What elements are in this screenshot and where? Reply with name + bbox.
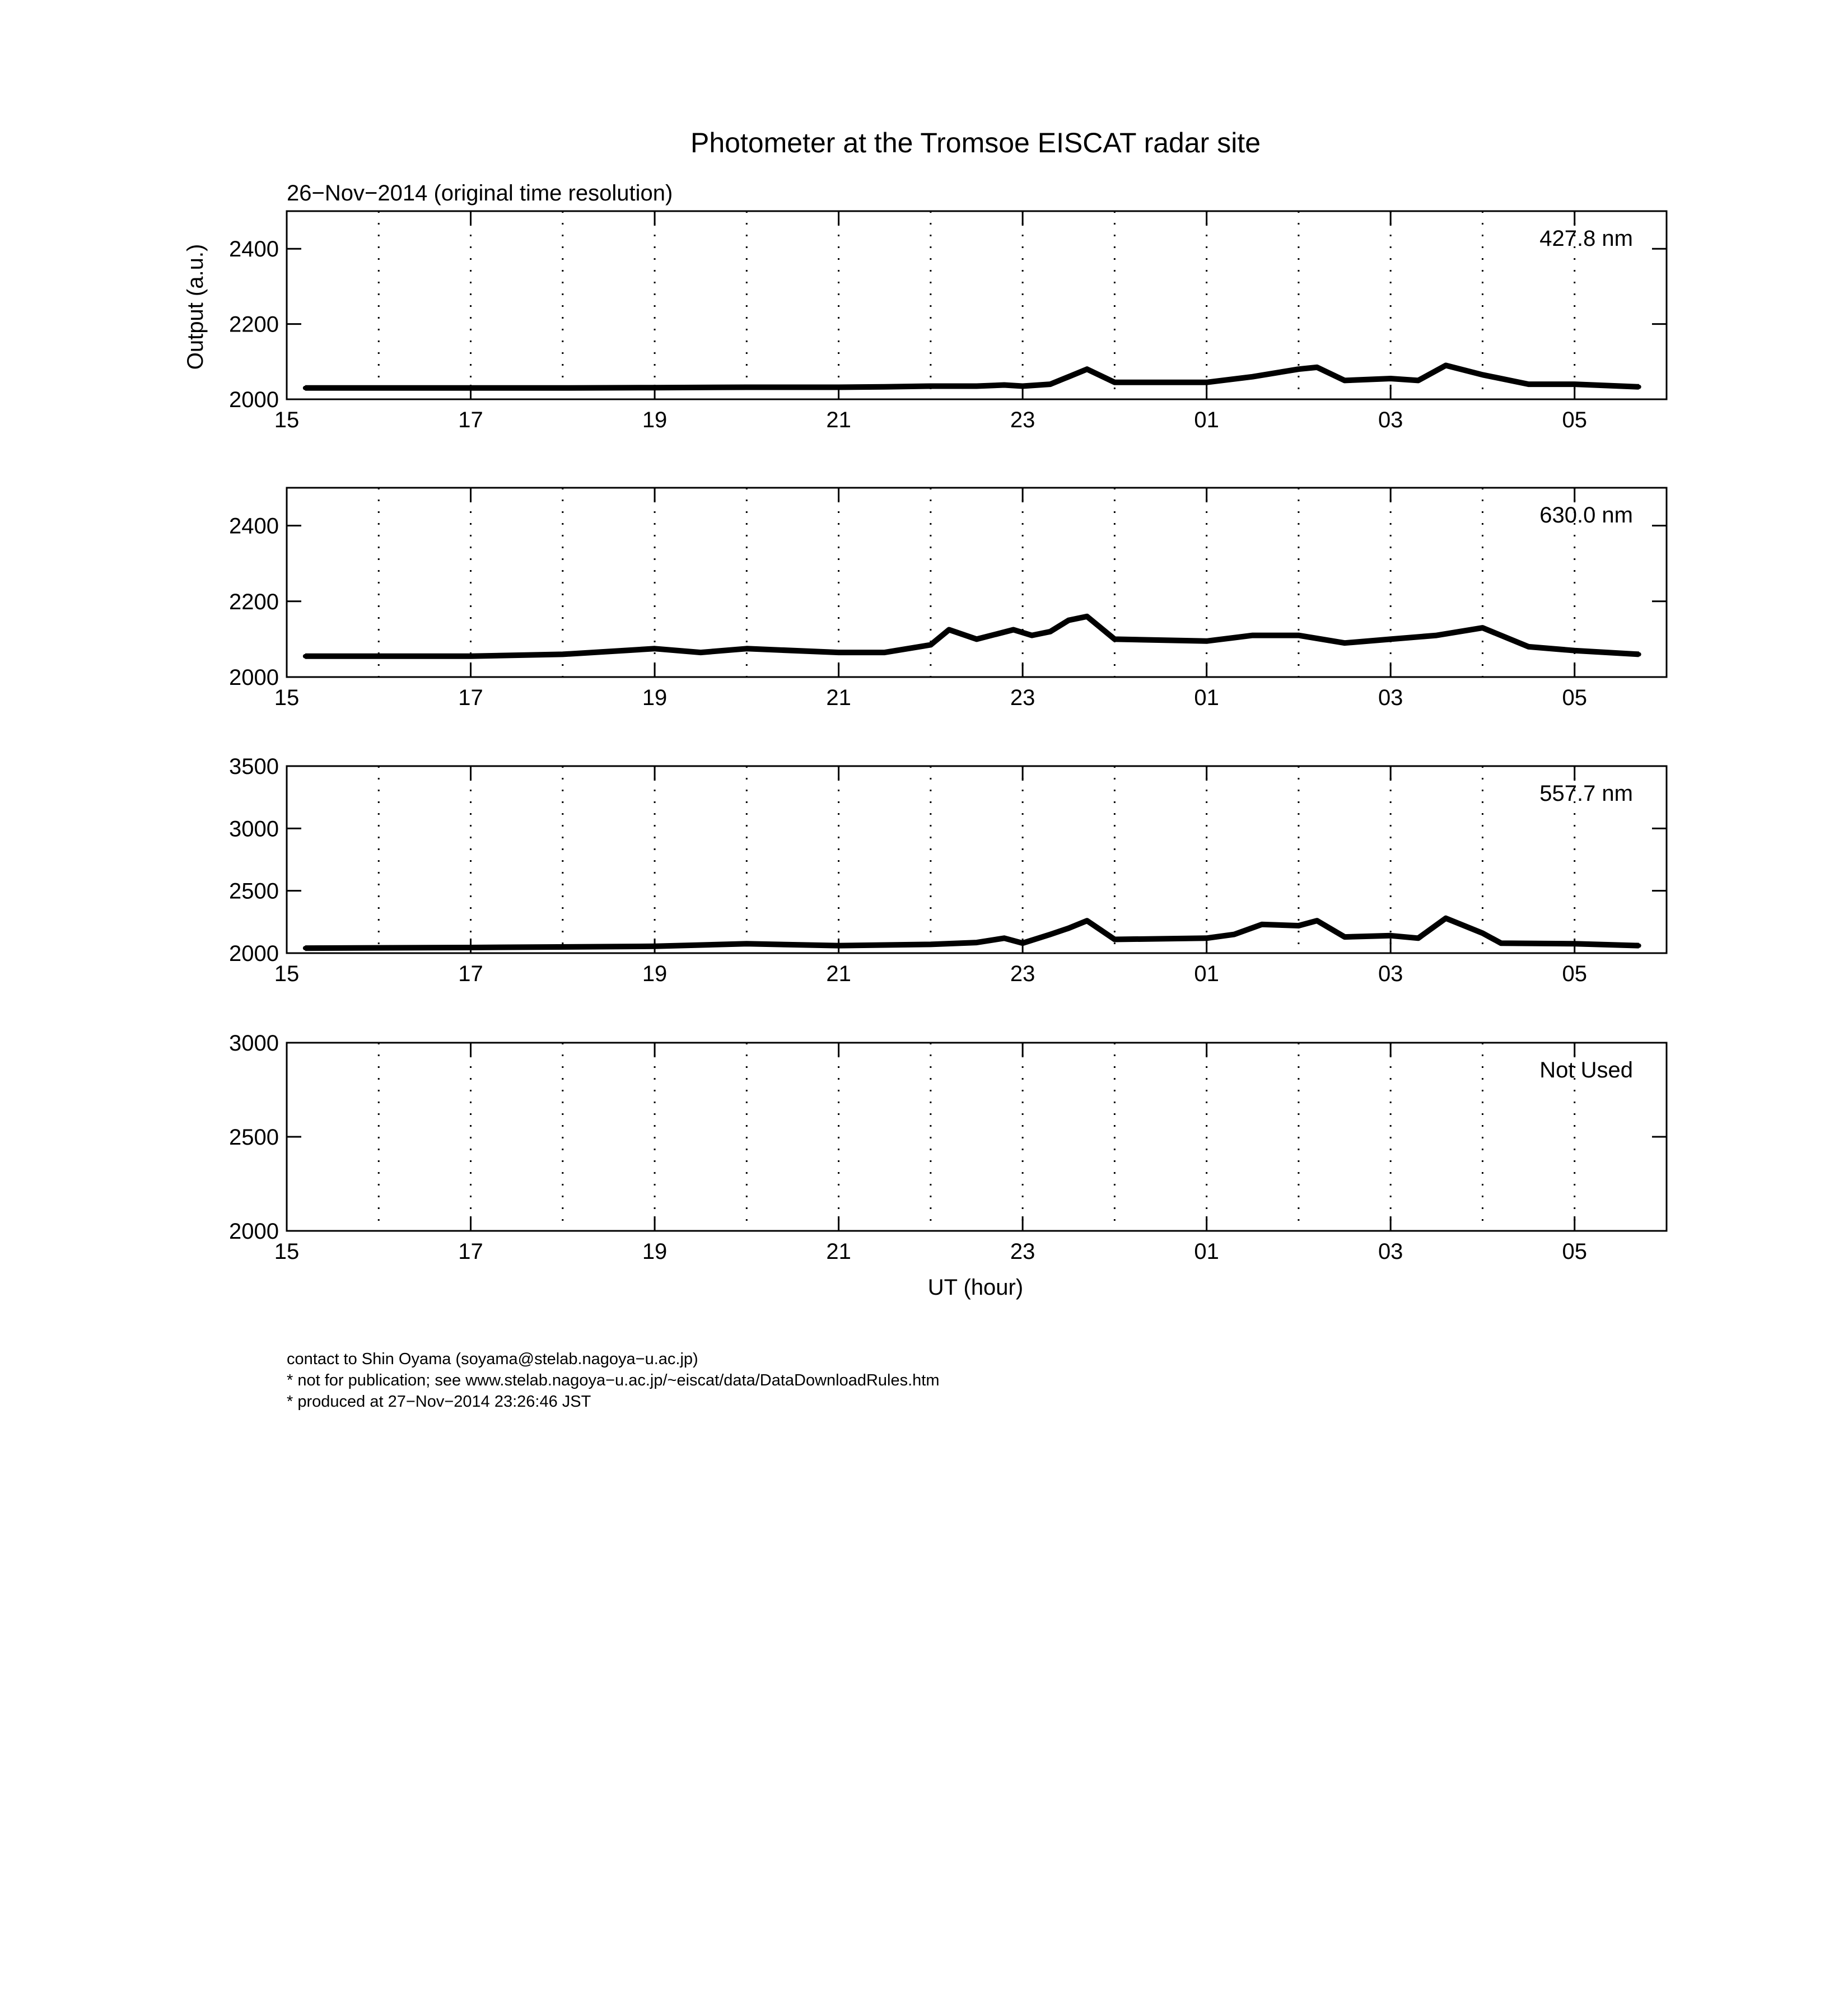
x-tick-label: 17 [458,962,483,986]
x-tick-label: 05 [1562,685,1587,710]
data-point [1572,382,1577,386]
data-point [469,654,473,659]
x-tick-label: 03 [1378,408,1403,432]
band-label: 557.7 nm [1539,781,1633,806]
data-point [1011,628,1016,632]
data-point [1527,382,1531,386]
y-tick-label: 2500 [229,879,279,904]
data-point [974,384,979,388]
data-point [947,628,951,632]
data-point [928,643,933,647]
data-point [1434,633,1439,638]
figure-title: Photometer at the Tromsoe EISCAT radar site [690,127,1261,158]
data-point [1388,637,1393,641]
y-tick-label: 3000 [229,816,279,842]
x-tick-label: 21 [826,962,851,986]
x-tick-label: 15 [274,1239,300,1264]
data-point [837,385,841,389]
y-axis-label: Output (a.u.) [183,244,208,370]
band-label: Not Used [1539,1058,1633,1082]
data-point [744,385,749,389]
x-tick-label: 01 [1194,1239,1219,1264]
data-point [1205,639,1209,643]
data-point [1232,932,1236,937]
data-point [1572,648,1577,653]
data-point [1480,626,1485,630]
data-point [1499,941,1503,945]
x-tick-label: 21 [826,1239,851,1264]
x-tick-label: 15 [274,962,300,986]
plot-frame [287,488,1667,677]
data-point [1342,935,1347,939]
x-tick-label: 03 [1378,962,1403,986]
data-point [1002,382,1006,387]
data-point [652,646,657,651]
y-tick-label: 2200 [229,312,279,337]
data-point [469,386,473,390]
data-point [883,385,887,389]
data-point [1480,931,1485,935]
plot-frame [287,1043,1667,1231]
x-tick-label: 05 [1562,408,1587,432]
x-tick-label: 23 [1010,685,1035,710]
x-tick-label: 19 [642,685,668,710]
data-point [1085,367,1089,371]
x-tick-label: 21 [826,685,851,710]
x-tick-label: 03 [1378,685,1403,710]
panel-3 [229,754,1667,986]
data-point [303,946,307,950]
x-tick-label: 15 [274,685,300,710]
data-point [1066,926,1071,930]
panel-4 [229,1031,1667,1264]
band-label: 427.8 nm [1539,226,1633,251]
data-series-line [305,617,1639,656]
data-point [561,386,565,390]
data-point [1296,367,1301,371]
data-point [1112,380,1117,385]
data-point [1444,916,1448,921]
data-point [883,650,887,655]
data-point [1205,380,1209,385]
data-series-line [305,366,1639,388]
data-point [974,637,979,641]
x-tick-label: 15 [274,408,300,432]
data-point [1112,637,1117,641]
data-point [1259,922,1264,927]
x-tick-label: 17 [458,685,483,710]
x-tick-label: 05 [1562,1239,1587,1264]
data-point [1048,629,1052,634]
data-point [1048,932,1052,937]
data-point [1637,944,1641,948]
data-point [652,385,657,390]
data-point [1002,936,1006,940]
x-axis-label: UT (hour) [927,1275,1024,1300]
panel-2 [229,488,1667,710]
footer-produced: * produced at 27−Nov−2014 23:26:46 JST [287,1393,591,1411]
data-point [1020,384,1025,388]
data-point [1388,934,1393,938]
y-tick-label: 2500 [229,1125,279,1150]
data-point [303,654,307,659]
data-point [1159,380,1163,385]
data-point [744,941,749,946]
data-point [1637,652,1641,656]
data-point [1296,923,1301,928]
x-tick-label: 21 [826,408,851,432]
y-tick-label: 2000 [229,941,279,966]
x-tick-label: 19 [642,962,668,986]
data-point [1112,937,1117,942]
y-tick-label: 2400 [229,237,279,262]
x-tick-label: 01 [1194,408,1219,432]
band-label: 630.0 nm [1539,503,1633,528]
panels [229,211,1667,1264]
data-point [1388,376,1393,381]
x-tick-label: 03 [1378,1239,1403,1264]
x-tick-label: 17 [458,1239,483,1264]
data-point [1416,378,1420,382]
data-point [1296,633,1301,638]
y-tick-label: 2000 [229,388,279,412]
y-tick-label: 3000 [229,1031,279,1056]
footer-contact: contact to Shin Oyama (soyama@stelab.nagoya−u.ac.jp) [287,1350,698,1368]
y-tick-label: 2200 [229,589,279,614]
x-tick-label: 23 [1010,962,1035,986]
x-tick-label: 19 [642,1239,668,1264]
data-point [928,384,933,388]
panel-1 [229,211,1667,432]
data-point [1480,372,1485,377]
data-point [1572,941,1577,946]
data-point [652,944,657,949]
data-point [376,654,381,659]
data-point [1315,365,1319,370]
data-point [1444,363,1448,368]
data-point [1048,382,1052,386]
data-point [928,942,933,946]
y-tick-label: 2400 [229,514,279,539]
data-point [974,940,979,945]
data-point [1342,378,1347,382]
data-point [744,646,749,651]
data-point [698,650,703,655]
x-tick-label: 01 [1194,962,1219,986]
data-point [1066,375,1071,379]
data-point [1527,645,1531,649]
data-point [1342,641,1347,645]
data-point [303,386,307,390]
y-tick-label: 3500 [229,754,279,779]
data-point [1085,918,1089,923]
data-point [837,944,841,948]
data-point [1315,918,1319,923]
data-point [1066,618,1071,623]
data-point [837,650,841,655]
data-point [1637,385,1641,389]
data-point [790,385,795,389]
x-tick-label: 17 [458,408,483,432]
x-tick-label: 05 [1562,962,1587,986]
data-point [1250,633,1255,638]
x-tick-label: 01 [1194,685,1219,710]
data-series-line [305,918,1639,948]
x-tick-label: 19 [642,408,668,432]
footer-rules: * not for publication; see www.stelab.nagoya−u.ac.jp/~eiscat/data/DataDownloadRules.htm [287,1371,940,1389]
x-tick-label: 23 [1010,408,1035,432]
data-point [1416,936,1420,940]
data-point [1020,941,1025,945]
figure-subtitle: 26−Nov−2014 (original time resolution) [287,181,673,206]
data-point [1030,633,1034,638]
data-point [1205,936,1209,940]
data-point [1250,375,1255,379]
data-point [469,945,473,950]
y-tick-label: 2000 [229,1219,279,1244]
data-point [1085,614,1089,619]
x-tick-label: 23 [1010,1239,1035,1264]
y-tick-label: 2000 [229,665,279,690]
data-point [561,652,565,656]
data-point [376,386,381,390]
